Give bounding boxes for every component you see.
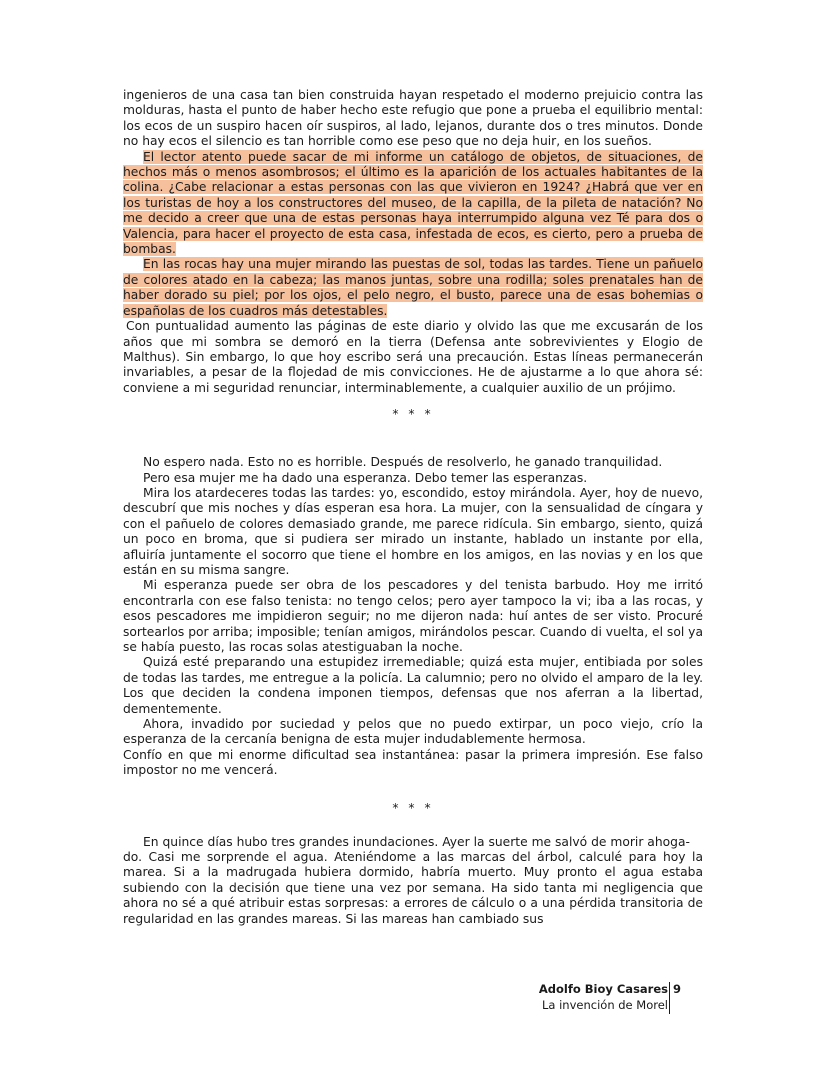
paragraph: Quizá esté preparando una estupidez irremediable; quizá esta mujer, entibiada por soles de todas las tardes, me entregue a la policía. La calumnio; pero no olvido el amparo de la ley. Los que deciden la condena imponen tiempos, defensas que nos aferran a la libertad, dementemente. [123,655,703,716]
paragraph: No espero nada. Esto no es horrible. Después de resolverlo, he ganado tranquilidad. [143,455,663,470]
paragraph: do. Casi me sorprende el agua. Ateniéndome a las marcas del árbol, calculé para hoy la marea. Si a la madrugada hubiera dormido, habría muerto. Muy pronto el agua estaba subiendo con la decisión que tiene una vez por semana. Ha sido tanta mi negligencia que ahora no sé a qué atribuir estas sorpresas: a errores de cálculo o a una pérdida transitoria de regularidad en las grandes mareas. Si las mareas han cambiado sus [123,850,703,926]
paragraph: ingenieros de una casa tan bien construida hayan respetado el moderno prejuicio contra las molduras, hasta el punto de haber hecho este refugio que pone a prueba el equilibrio mental: los ecos de un suspiro hacen oír suspiros, al lado, lejanos, durante dos o tres minutos. Donde no hay ecos el silencio es tan horrible como ese peso que no deja huir, en los sueños. [123,88,703,149]
paragraph: Pero esa mujer me ha dado una esperanza. Debo temer las esperanzas. [143,470,588,485]
paragraph-highlighted [123,257,703,319]
paragraph: Ahora, invadido por suciedad y pelos que no puedo extirpar, un poco viejo, crío la esperanza de la cercanía benigna de esta mujer indudablemente hermosa. [123,717,703,747]
paragraph: Mi esperanza puede ser obra de los pescadores y del tenista barbudo. Hoy me irritó encontrarla con ese falso tenista: no tengo celos; pero ayer tampoco la vi; iba a las rocas, y esos pescadores me impidieron seguir; no me dijeron nada: huí antes de ser visto. Procuré sortearlos por arriba; imposible; tenían amigos, mirándolos pescar. Cuando di vuelta, el sol ya se había puesto, las rocas solas atestiguaban la noche. [123,578,703,654]
paragraph: Mira los atardeceres todas las tardes: yo, escondido, estoy mirándola. Ayer, hoy de nuevo, descubrí que mis noches y días esperan esa hora. La mujer, con la sensualidad de cíngara y con el pañuelo de colores demasiado grande, me parece ridícula. Sin embargo, siento, quizá un poco en broma, que si pudiera ser mirado un instante, hablado un instante por ella, afluiría juntamente el socorro que tiene el hombre en los amigos, en las novias y en los que están en su misma sangre. [123,485,703,577]
page-body [123,88,703,927]
section-separator: * * * [392,800,434,815]
page-number: 9 [673,982,682,996]
paragraph: Confío en que mi enorme dificultad sea instantánea: pasar la primera impresión. Ese falso impostor no me vencerá. [123,747,703,778]
highlight: El lector atento puede sacar de mi informe un catálogo de objetos, de situaciones, de hechos más o menos asombrosos; el último es la aparición de los actuales habitantes de la colina. ¿Cabe relacionar a estas personas con las que vivieron en 1924? ¿Habrá que ver en los turistas de hoy a los constructores del museo, de la capilla, de la pileta de natación? No me decido a creer que una de estas personas haya interrumpido alguna vez Té para dos o Valencia, para hacer el proyecto de esta casa, infestada de ecos, es cierto, pero a prueba de bombas. [123,149,703,257]
section-separator: * * * [392,407,434,422]
page-footer [539,982,668,1013]
paragraph: En quince días hubo tres grandes inundaciones. Ayer la suerte me salvó de morir ahoga- [143,834,690,849]
paragraph: Con puntualidad aumento las páginas de este diario y olvido las que me excusarán de los años que mi sombra se demoró en la tierra (Defensa ante sobrevivientes y Elogio de Malthus). Sin embargo, lo que hoy escribo será una precaución. Estas líneas permanecerán invariables, a pesar de la flojedad de mis convicciones. He de ajustarme a lo que ahora sé: conviene a mi seguridad renunciar, interminablemente, a cualquier auxilio de un prójimo. [123,319,703,395]
paragraph-highlighted [123,150,703,258]
highlight: En las rocas hay una mujer mirando las puestas de sol, todas las tardes. Tiene un pañuelo de colores atado en la cabeza; las manos juntas, sobre una rodilla; soles prenatales han de haber dorado su piel; por los ojos, el pelo negro, el busto, parece una de esas bohemias o españolas de los cuadros más detestables. [123,257,703,318]
footer-book-title: La invención de Morel [542,997,668,1012]
footer-author: Adolfo Bioy Casares [538,982,668,996]
